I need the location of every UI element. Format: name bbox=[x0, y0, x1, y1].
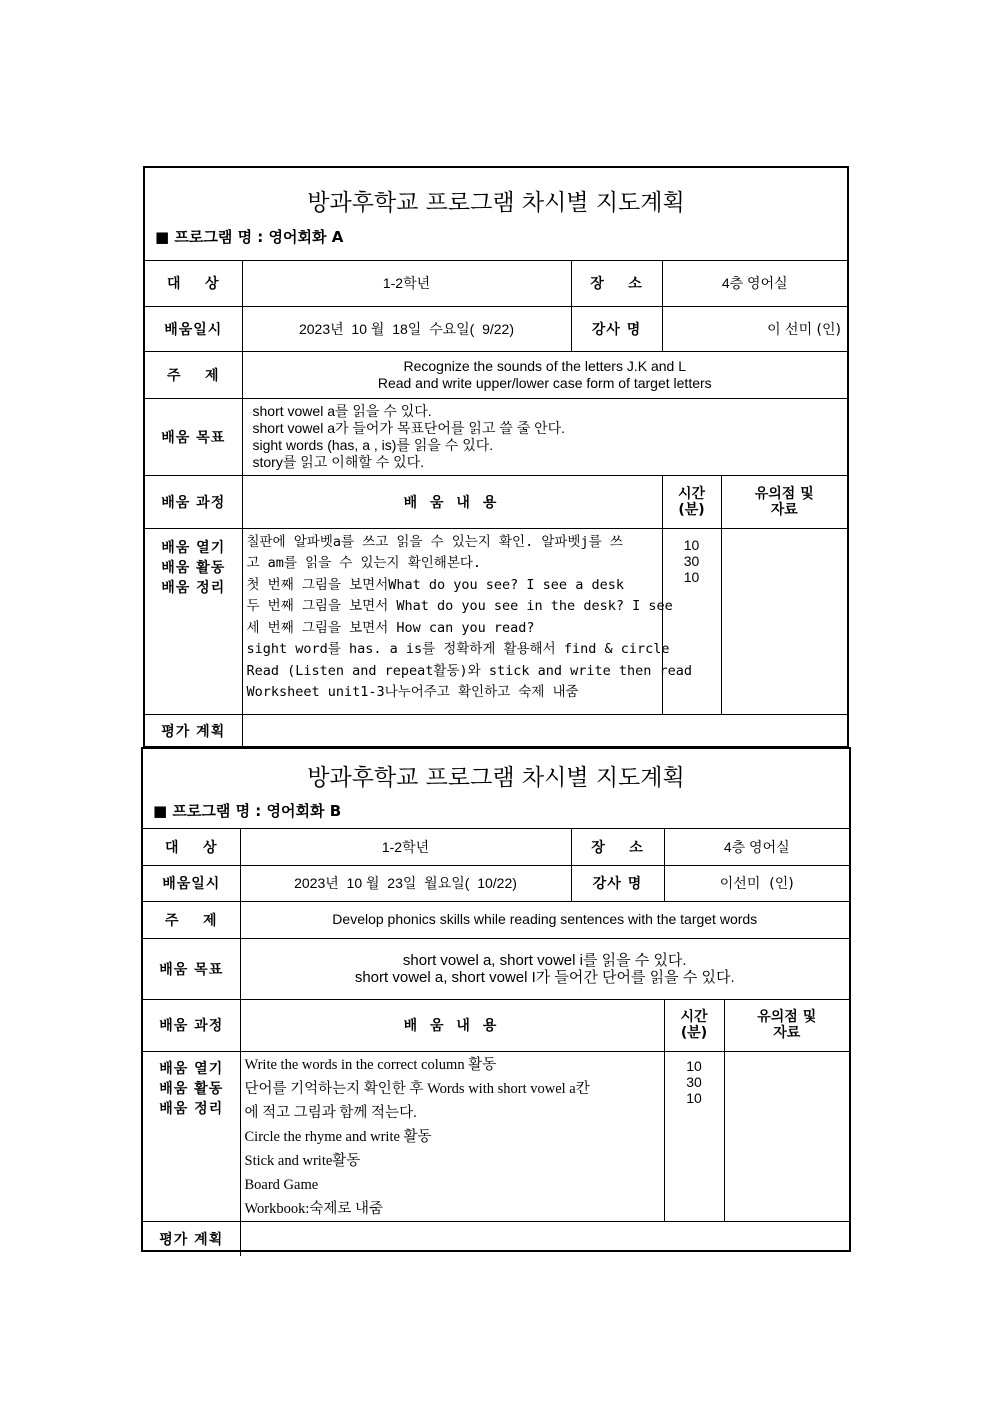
teacher-label: 강사 명 bbox=[571, 306, 662, 351]
phase-activity: 배움 활동 bbox=[159, 1080, 224, 1097]
topic-value bbox=[240, 901, 849, 938]
content-line: 칠판에 알파벳a를 쓰고 읽을 수 있는지 확인. 알파벳j를 쓰 bbox=[246, 533, 623, 550]
topic-value bbox=[242, 351, 847, 398]
place-label: 장 소 bbox=[571, 261, 662, 306]
lesson-plan-a bbox=[143, 166, 849, 748]
phase-open: 배움 열기 bbox=[159, 1060, 224, 1077]
content-header: 배 움 내 용 bbox=[240, 999, 664, 1051]
time-header: 시간 (분) bbox=[664, 999, 724, 1051]
phase-column bbox=[143, 1051, 240, 1221]
lesson-plan-b bbox=[141, 747, 851, 1252]
time-header: 시간 (분) bbox=[662, 475, 721, 528]
phase-activity: 배움 활동 bbox=[161, 559, 226, 576]
eval-label: 평가 계획 bbox=[143, 1221, 240, 1256]
date-value: 2023년 10 월 23일 월요일( 10/22) bbox=[240, 865, 571, 901]
content-line: 세 번째 그림을 보면서 How can you read? bbox=[246, 619, 535, 636]
plan-table bbox=[145, 261, 847, 748]
date-label: 배움일시 bbox=[143, 865, 240, 901]
phase-column bbox=[145, 528, 242, 714]
place-value: 4층 영어실 bbox=[664, 829, 849, 865]
goal-value bbox=[242, 398, 847, 475]
phase-wrap: 배움 정리 bbox=[161, 579, 226, 596]
target-value: 1-2학년 bbox=[240, 829, 571, 865]
date-value: 2023년 10 월 18일 수요일( 9/22) bbox=[242, 306, 571, 351]
program-name: ■ 프로그램 명 : 영어회화 B bbox=[153, 802, 342, 820]
date-label: 배움일시 bbox=[145, 306, 242, 351]
notes-cell bbox=[724, 1051, 849, 1221]
phase-wrap: 배움 정리 bbox=[159, 1100, 224, 1117]
topic-label: 주 제 bbox=[145, 351, 242, 398]
content-line: 고 am를 읽을 수 있는지 확인해본다. bbox=[246, 555, 482, 571]
target-label: 대 상 bbox=[143, 829, 240, 865]
time-open: 10 bbox=[683, 536, 700, 553]
time-activity: 30 bbox=[686, 1073, 702, 1090]
goal-line: short vowel a, short vowel I가 들어간 단어를 읽을 수 있다. bbox=[354, 968, 735, 986]
content-line: 첫 번째 그림을 보면서What do you see? I see a desk bbox=[246, 576, 624, 593]
time-wrap: 10 bbox=[686, 1089, 702, 1106]
teacher-value: 이 선미 (인) bbox=[662, 306, 847, 351]
goal-label: 배움 목표 bbox=[143, 938, 240, 999]
content-line: Worksheet unit1-3나누어주고 확인하고 숙제 내줌 bbox=[246, 684, 579, 700]
content-line: sight word를 has. a is를 정확하게 활용해서 find & circle bbox=[246, 641, 670, 657]
topic-label: 주 제 bbox=[143, 901, 240, 938]
content-line: Read (Listen and repeat활동)와 stick and write then read bbox=[246, 662, 693, 679]
plan-header bbox=[143, 749, 849, 829]
topic-line: Read and write upper/lower case form of target letters bbox=[377, 374, 712, 391]
program-name: ■ 프로그램 명 : 영어회화 A bbox=[155, 228, 344, 246]
content-line: Write the words in the correct column 활동 bbox=[244, 1056, 497, 1073]
process-label: 배움 과정 bbox=[143, 999, 240, 1051]
teacher-label: 강사 명 bbox=[571, 865, 664, 901]
goal-label: 배움 목표 bbox=[145, 398, 242, 475]
eval-value bbox=[240, 1221, 849, 1256]
eval-label: 평가 계획 bbox=[145, 714, 242, 748]
time-column bbox=[662, 528, 721, 714]
plan-header bbox=[145, 168, 847, 261]
notes-cell bbox=[721, 528, 847, 714]
goal-line: story를 읽고 이해할 수 있다. bbox=[252, 453, 425, 470]
target-value: 1-2학년 bbox=[242, 261, 571, 306]
target-label: 대 상 bbox=[145, 261, 242, 306]
teacher-value: 이선미 (인) bbox=[664, 865, 849, 901]
goal-line: short vowel a가 들어가 목표단어를 읽고 쓸 줄 안다. bbox=[252, 419, 566, 436]
goal-line: short vowel a를 읽을 수 있다. bbox=[252, 402, 432, 419]
time-open: 10 bbox=[686, 1057, 702, 1074]
phase-open: 배움 열기 bbox=[161, 539, 226, 556]
content-header: 배 움 내 용 bbox=[242, 475, 662, 528]
content-line: Stick and write활동 bbox=[244, 1152, 361, 1169]
lesson-contents bbox=[240, 1051, 664, 1221]
process-label: 배움 과정 bbox=[145, 475, 242, 528]
topic-line: Recognize the sounds of the letters J.K and L bbox=[403, 357, 686, 374]
time-activity: 30 bbox=[683, 552, 700, 569]
goal-line: sight words (has, a , is)를 읽을 수 있다. bbox=[252, 436, 494, 453]
content-line: 두 번째 그림을 보면서 What do you see in the desk? I see bbox=[246, 598, 673, 614]
content-line: Workbook:숙제로 내줌 bbox=[244, 1200, 384, 1217]
time-column bbox=[664, 1051, 724, 1221]
topic-line: Develop phonics skills while reading sentences with the target words bbox=[332, 911, 758, 927]
goal-value bbox=[240, 938, 849, 999]
content-line: 에 적고 그림과 함께 적는다. bbox=[244, 1104, 417, 1121]
notes-header: 유의점 및 자료 bbox=[724, 999, 849, 1051]
place-value: 4층 영어실 bbox=[662, 261, 847, 306]
content-line: Board Game bbox=[244, 1176, 319, 1193]
plan-title: 방과후학교 프로그램 차시별 지도계획 bbox=[307, 765, 685, 791]
content-line: Circle the rhyme and write 활동 bbox=[244, 1128, 432, 1145]
plan-title: 방과후학교 프로그램 차시별 지도계획 bbox=[307, 190, 685, 216]
content-line: 단어를 기억하는지 확인한 후 Words with short vowel a칸 bbox=[244, 1080, 590, 1097]
plan-table bbox=[143, 829, 849, 1256]
notes-header: 유의점 및 자료 bbox=[721, 475, 847, 528]
time-wrap: 10 bbox=[683, 568, 700, 585]
goal-line: short vowel a, short vowel i를 읽을 수 있다. bbox=[402, 951, 687, 969]
place-label: 장 소 bbox=[571, 829, 664, 865]
eval-value bbox=[242, 714, 847, 748]
